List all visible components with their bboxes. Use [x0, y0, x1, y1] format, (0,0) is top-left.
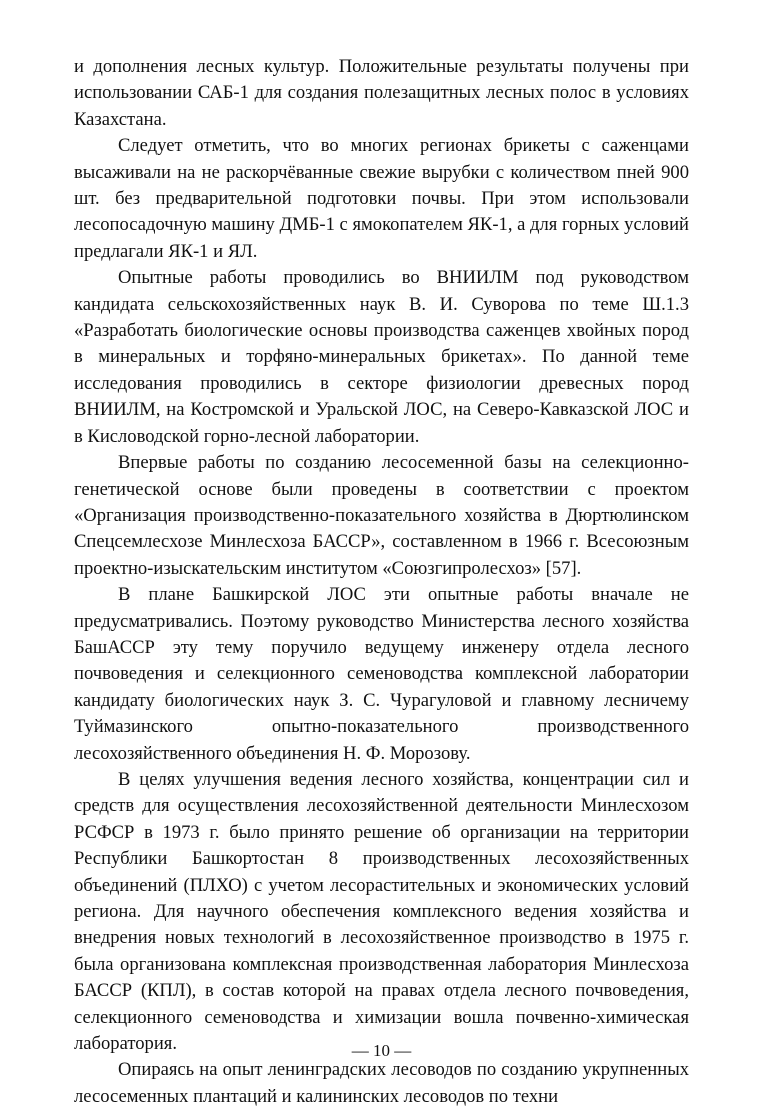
paragraph: Опытные работы проводились во ВНИИЛМ под руководством кандидата сельскохозяйственных наук В. И. Суворова по теме Ш.1.3 «Разработать биологические основы производства саженцев хвойных пород в минеральных и торфяно-минеральных брикетах». По данной теме исследования проводились в секторе физиологии древесных пород ВНИИЛМ, на Костромской и Уральской ЛОС, на Северо-Кавказской ЛОС и в Кисловодской горно-лесной лаборатории. [74, 267, 689, 447]
page-number: — 10 — [351, 1041, 412, 1060]
paragraph: В плане Башкирской ЛОС эти опытные работы вначале не предусматривались. Поэтому руководство Министерства лесного хозяйства БашАССР эту тему поручило ведущему инженеру отдела лесного почвоведения и селекционного семеноводства комплексной лаборатории кандидату биологических наук З. С. Чурагуловой и главному лесничему Туймазинского опытно-показательного производственного лесохозяйственного объединения Н. Ф. Морозову. [74, 584, 689, 764]
paragraph: Впервые работы по созданию лесосеменной базы на селекционно-генетической основе были проведены в соответствии с проектом «Организация производственно-показательного хозяйства в Дюртюлинском Спецсемлесхозе Минлесхоза БАССР», составленном в 1966 г. Всесоюзным проектно-изыскательским институтом «Союзгипролесхоз» [57]. [74, 452, 689, 579]
paragraph: В целях улучшения ведения лесного хозяйства, концентрации сил и средств для осуществления лесохозяйственной деятельности Минлесхозом РСФСР в 1973 г. было принято решение об организации на территории Республики Башкортостан 8 производственных лесохозяйственных объединений (ПЛХО) с учетом лесорастительных и экономических условий региона. Для научного обеспечения комплексного ведения хозяйства и внедрения новых технологий в лесохозяйственное производство в 1975 г. была организована комплексная производственная лаборатория Минлесхоза БАССР (КПЛ), в состав которой на правах отдела лесного почвоведения, селекционного семеноводства и химизации вошла почвенно-химическая лаборатория. [74, 768, 689, 1055]
paragraph-continuation: и дополнения лесных культур. Положительные результаты получены при использовании САБ-1 для создания полезащитных лесных полос в условиях Казахстана. [74, 56, 689, 130]
paragraph: Следует отметить, что во многих регионах брикеты с саженцами высаживали на не раскорчёванные свежие вырубки с количеством пней 900 шт. без предварительной подготовки почвы. При этом использовали лесопосадочную машину ДМБ-1 с ямокопателем ЯК-1, а для горных условий предлагали ЯК-1 и ЯЛ. [74, 135, 689, 262]
paragraph: Опираясь на опыт ленинградских лесоводов по созданию укрупненных лесосеменных плантаций и калининских лесоводов по техни [74, 1059, 689, 1107]
